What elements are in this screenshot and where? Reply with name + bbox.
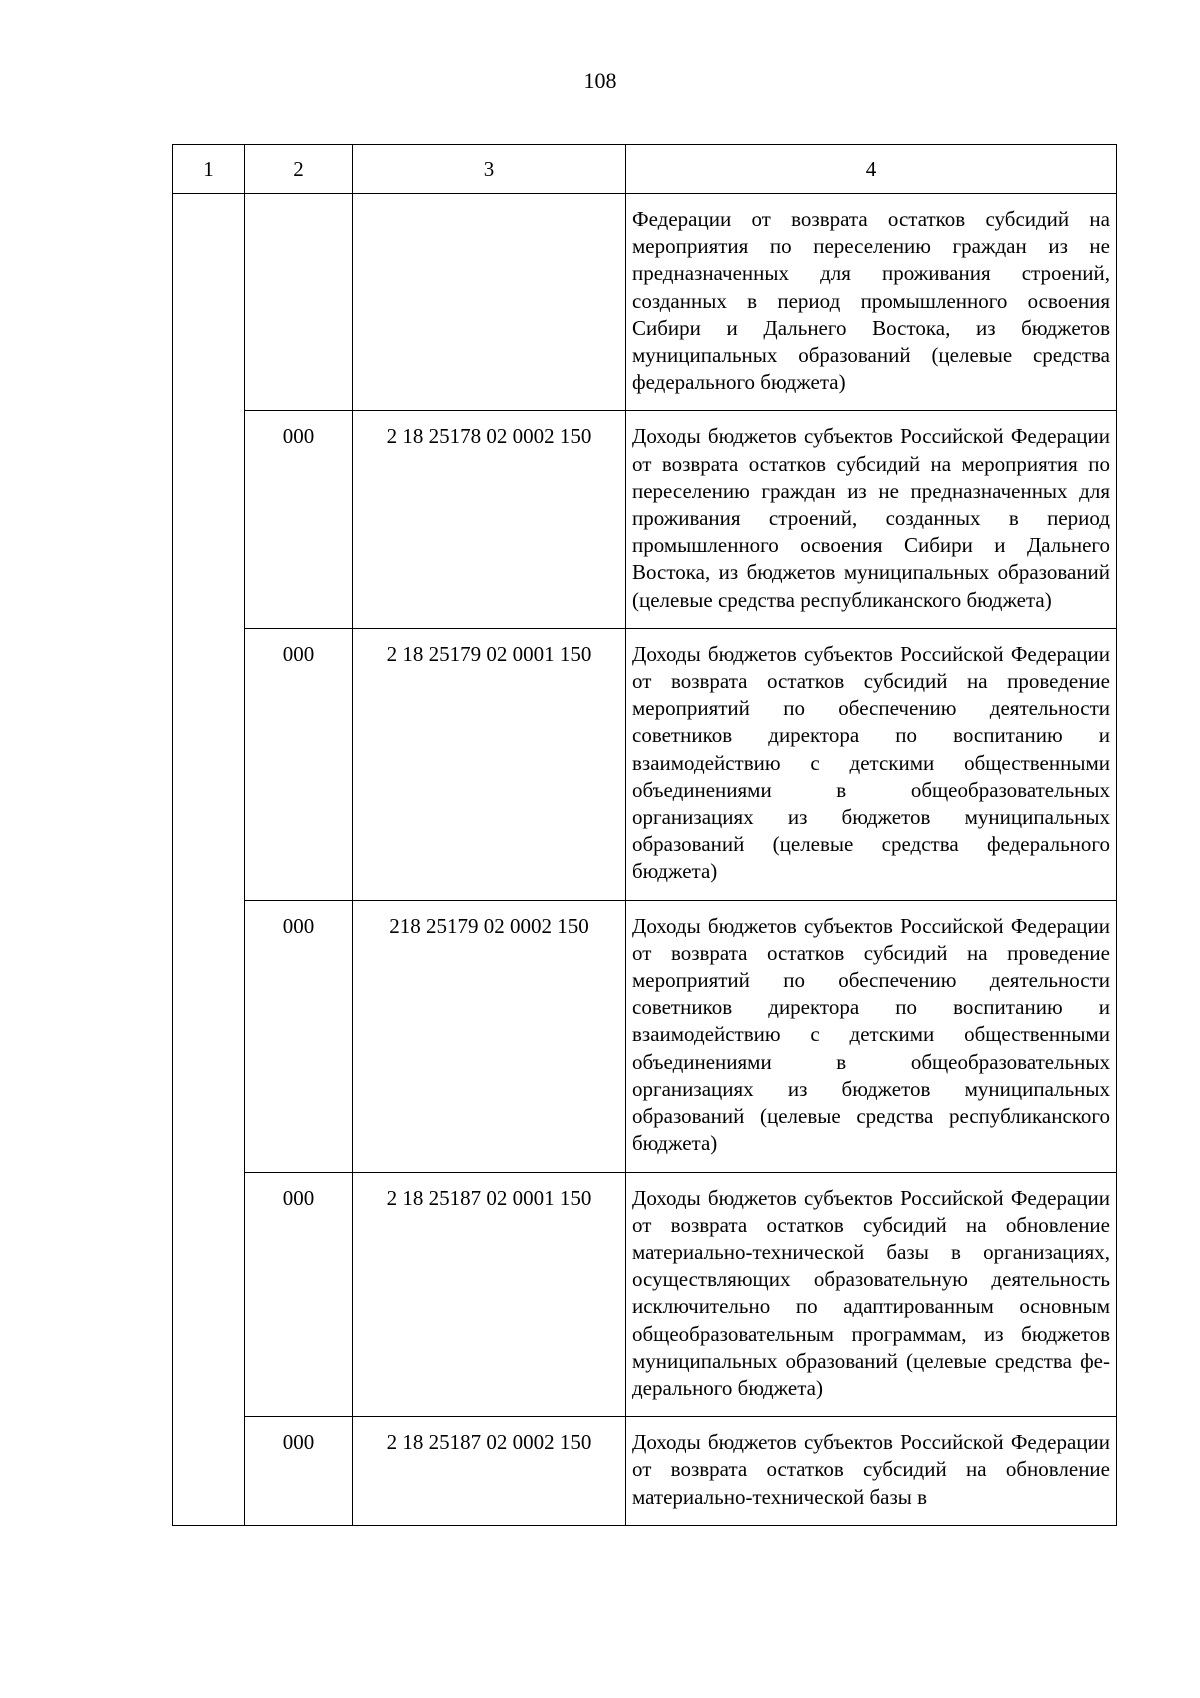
- page-number: 108: [583, 68, 617, 93]
- revenue-code-cell: 2 18 25178 02 0002 150: [353, 411, 626, 628]
- revenue-code-cell: 218 25179 02 0002 150: [353, 900, 626, 1172]
- table-row: [173, 628, 1117, 900]
- table-body: [173, 194, 1117, 1526]
- header-row: [173, 145, 1117, 194]
- table-header: [173, 145, 1117, 194]
- col-1-cell: [173, 194, 245, 1526]
- revenue-code-cell: 2 18 25179 02 0001 150: [353, 628, 626, 900]
- revenue-code-cell: 2 18 25187 02 0001 150: [353, 1172, 626, 1417]
- budget-code-table: [172, 144, 1117, 1526]
- table-row: [173, 194, 1117, 411]
- revenue-code-cell: 2 18 25187 02 0002 150: [353, 1417, 626, 1526]
- revenue-code-cell: [353, 194, 626, 411]
- description-cell: Доходы бюджетов субъектов Российской Федерации от возврата остатков субсидий на обновление материально-технической базы в организациях, осуществляющих образовательную деятельность исключительно по адаптированным основным общеобразовательным программам, из бюджетов муниципальных образований (целевые средства федерального бюджета): [626, 1172, 1117, 1417]
- admin-code-cell: 000: [245, 411, 353, 628]
- table-row: [173, 1417, 1117, 1526]
- description-cell: Доходы бюджетов субъектов Российской Федерации от возврата остатков субсидий на проведение мероприятий по обеспечению деятельности советников директора по воспитанию и взаимодействию с детскими общественными объединениями в общеобразовательных организациях из бюджетов муниципальных образований (целевые средства республиканского бюджета): [626, 900, 1117, 1172]
- header-col-3: 3: [353, 145, 626, 194]
- description-cell: Доходы бюджетов субъектов Российской Федерации от возврата остатков субсидий на проведение мероприятий по обеспечению деятельности советников директора по воспитанию и взаимодействию с детскими общественными объединениями в общеобразовательных организациях из бюджетов муниципальных образований (целевые средства федерального бюджета): [626, 628, 1117, 900]
- admin-code-cell: 000: [245, 1417, 353, 1526]
- header-col-1: 1: [173, 145, 245, 194]
- admin-code-cell: 000: [245, 1172, 353, 1417]
- table-row: [173, 411, 1117, 628]
- admin-code-cell: 000: [245, 900, 353, 1172]
- admin-code-cell: 000: [245, 628, 353, 900]
- description-cell: Доходы бюджетов субъектов Российской Федерации от возврата остатков субсидий на обновление материально-технической базы в: [626, 1417, 1117, 1526]
- header-col-2: 2: [245, 145, 353, 194]
- table-row: [173, 900, 1117, 1172]
- admin-code-cell: [245, 194, 353, 411]
- description-cell: Доходы бюджетов субъектов Российской Федерации от возврата остатков субсидий на мероприятия по переселению граждан из не предназначенных для проживания строений, созданных в период промышленного освоения Сибири и Дальнего Востока, из бюджетов муниципальных образований (целевые средства республиканского бюджета): [626, 411, 1117, 628]
- header-col-4: 4: [626, 145, 1117, 194]
- table-row: [173, 1172, 1117, 1417]
- description-cell: Федерации от возврата остатков субсидий на мероприятия по переселению граждан из не предназначенных для проживания строений, созданных в период промышленного освоения Сибири и Дальнего Востока, из бюджетов муниципальных образований (целевые средства федерального бюджета): [626, 194, 1117, 411]
